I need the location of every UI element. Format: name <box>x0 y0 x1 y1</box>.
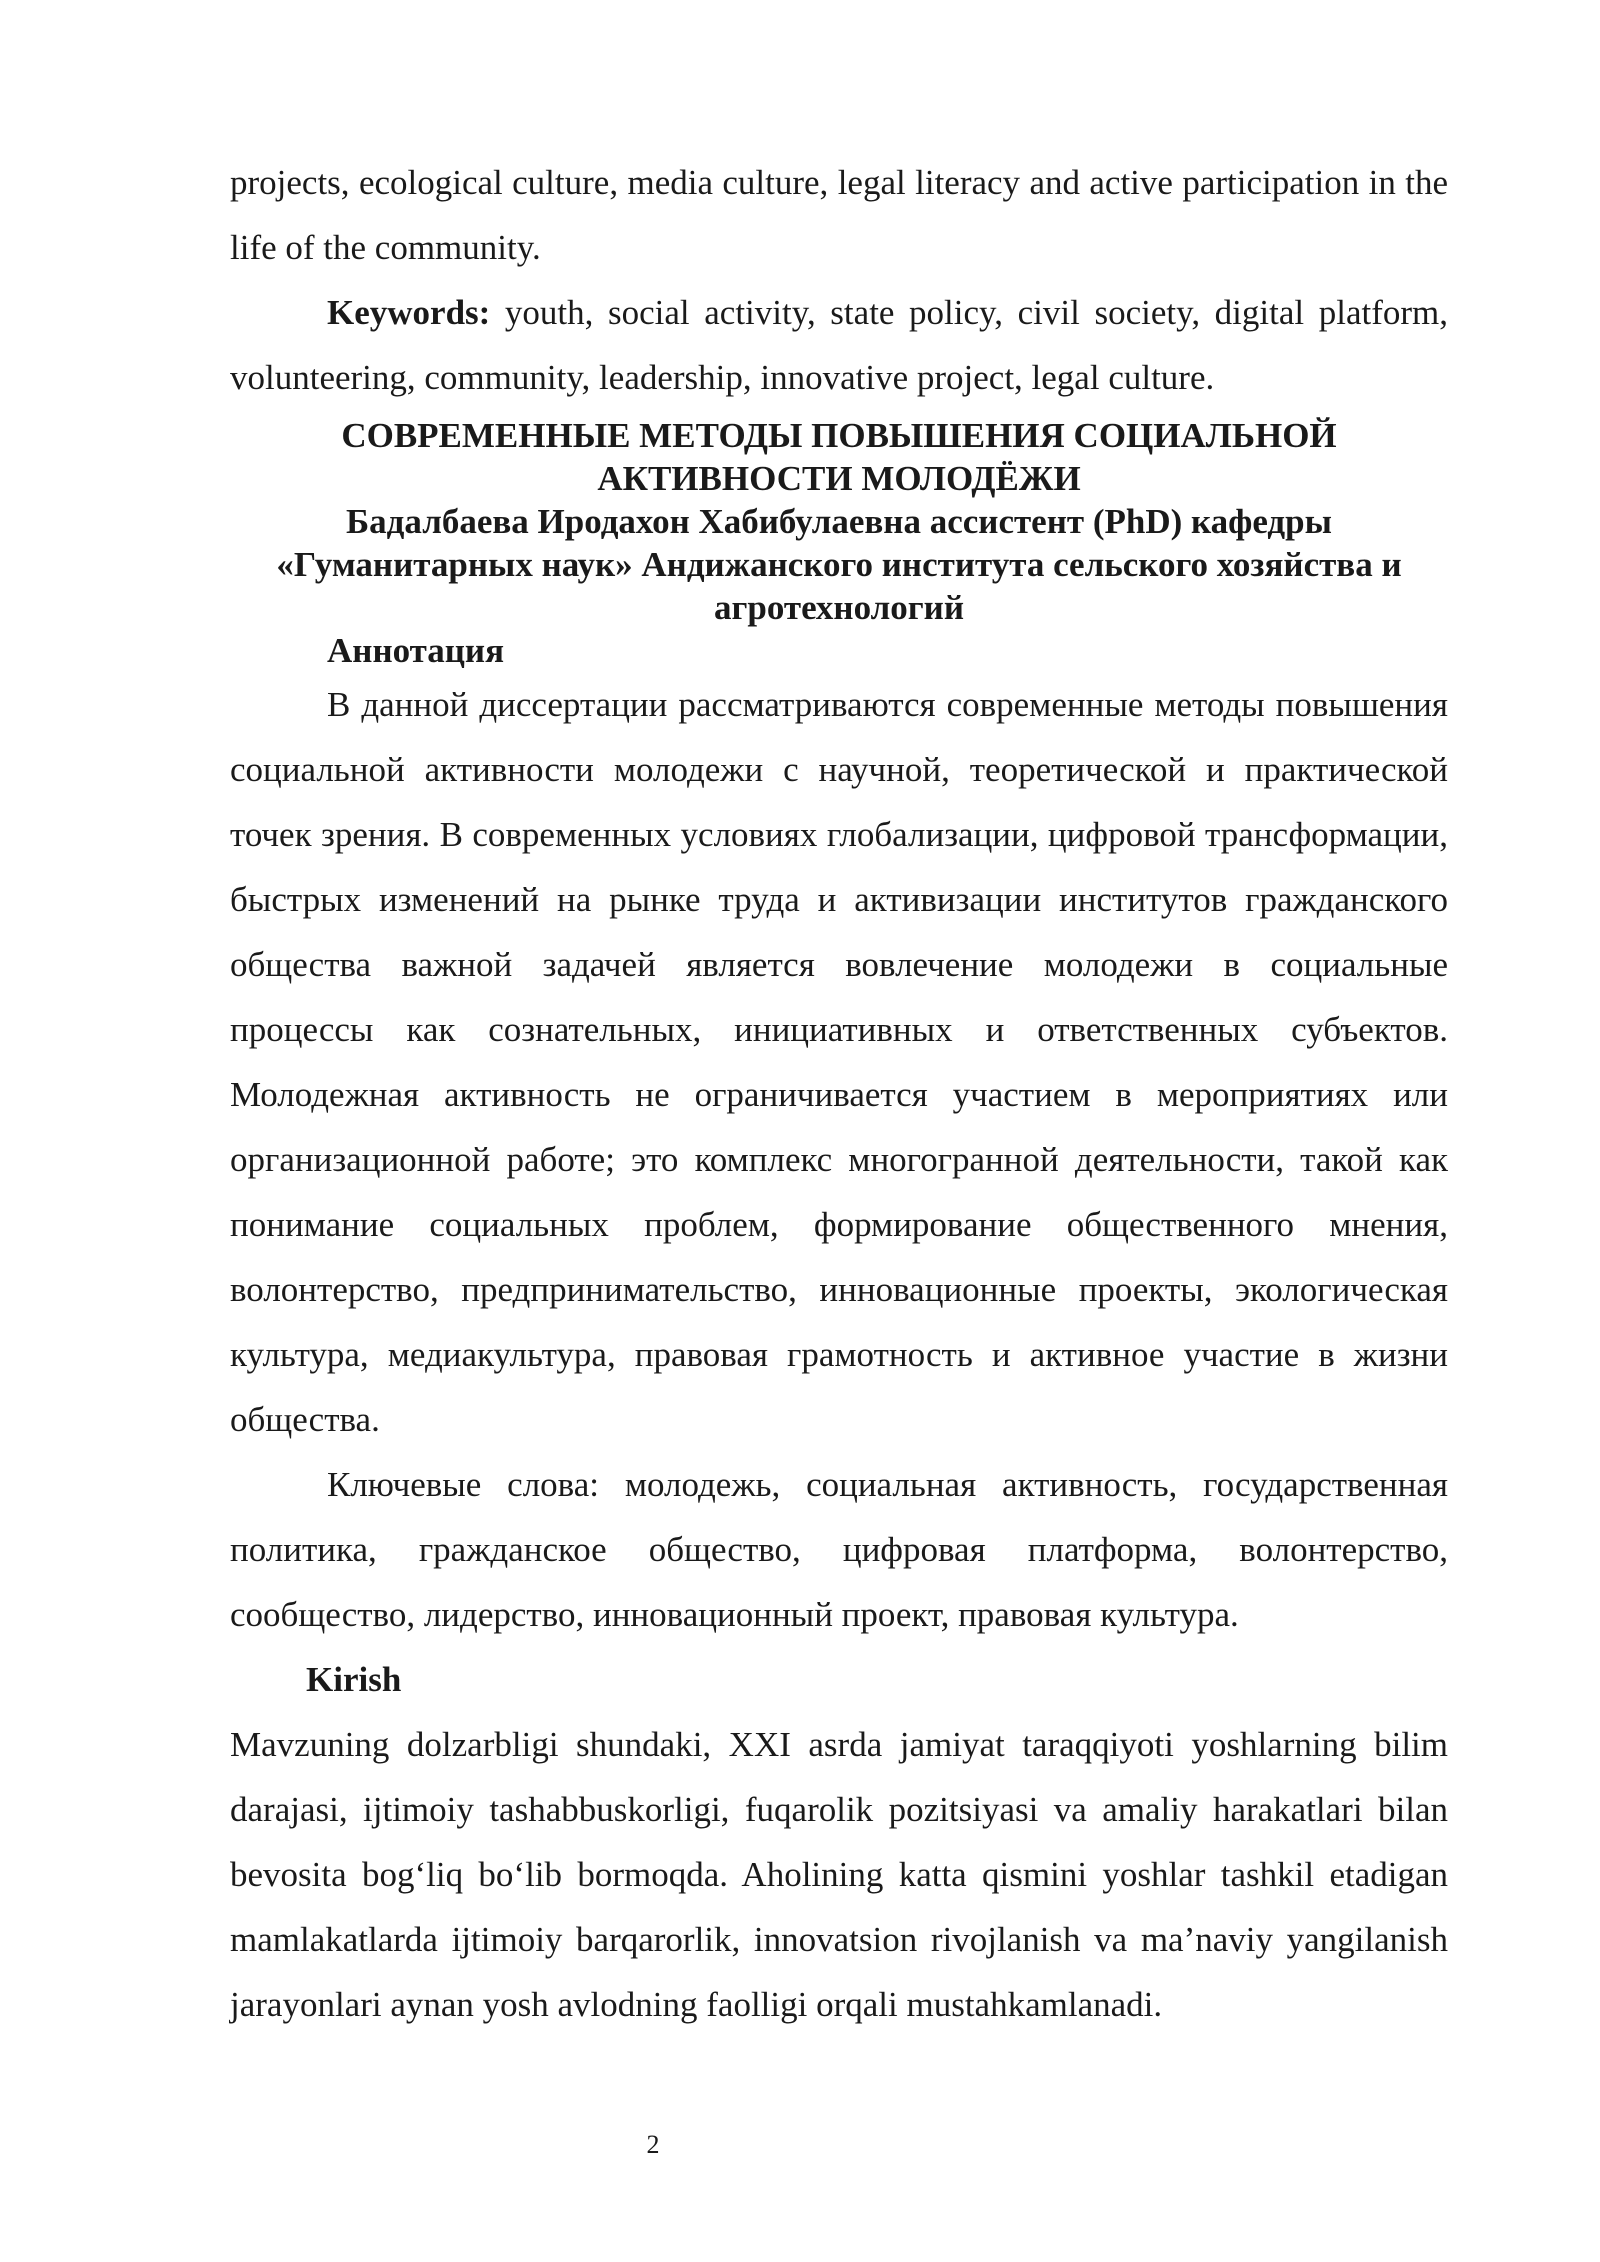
keywords-en-text: youth, social activity, state policy, civil society, digital platform, volunteering, community, leadership, innovative project, legal culture. <box>230 293 1448 397</box>
page-number: 2 <box>646 2130 660 2159</box>
document-page <box>230 150 1448 2037</box>
author-line-1: Бадалбаева Иродахон Хабибулаевна ассистент (PhD) кафедры <box>346 502 1332 541</box>
kirish-heading: Kirish <box>306 1660 402 1699</box>
annotation-paragraph: В данной диссертации рассматриваются современные методы повышения социальной активности молодежи с научной, теоретической и практической точек зрения. В современных условиях глобализации, цифровой трансформации, быстрых изменений на рынке труда и активизации институтов гражданского общества важной задачей является вовлечение молодежи в социальные процессы как сознательных, инициативных и ответственных субъектов. Молодежная активность не ограничивается участием в мероприятиях или организационной работе; это комплекс многогранной деятельности, такой как понимание социальных проблем, формирование общественного мнения, волонтерство, предпринимательство, инновационные проекты, экологическая культура, медиакультура, правовая грамотность и активное участие в жизни общества. <box>230 685 1448 1439</box>
keywords-en-label: Keywords: <box>327 293 491 332</box>
author-line-3: агротехнологий <box>714 588 964 627</box>
article-title-line-1: СОВРЕМЕННЫЕ МЕТОДЫ ПОВЫШЕНИЯ СОЦИАЛЬНОЙ <box>341 416 1337 455</box>
annotation-heading: Аннотация <box>327 631 505 670</box>
kirish-paragraph: Mavzuning dolzarbligi shundaki, XXI asrda jamiyat taraqqiyoti yoshlarning bilim darajasi, ijtimoiy tashabbuskorligi, fuqarolik pozitsiyasi va amaliy harakatlari bilan bevosita bog‘liq bo‘lib bormoqda. Aholining katta qismini yoshlar tashkil etadigan mamlakatlarda ijtimoiy barqarorlik, innovatsion rivojlanish va ma’naviy yangilanish jarayonlari aynan yosh avlodning faolligi orqali mustahkamlanadi. <box>230 1725 1448 2024</box>
keywords-ru-paragraph: Ключевые слова: молодежь, социальная активность, государственная политика, гражданское общество, цифровая платформа, волонтерство, сообщество, лидерство, инновационный проект, правовая культура. <box>230 1465 1448 1634</box>
intro-continuation-paragraph: projects, ecological culture, media culture, legal literacy and active participation in the life of the community. <box>230 163 1448 267</box>
article-heading <box>230 414 1448 629</box>
author-line-2: «Гуманитарных наук» Андижанского института сельского хозяйства и <box>276 545 1402 584</box>
article-title-line-2: АКТИВНОСТИ МОЛОДЁЖИ <box>597 459 1081 498</box>
keywords-en-paragraph <box>230 280 1448 410</box>
